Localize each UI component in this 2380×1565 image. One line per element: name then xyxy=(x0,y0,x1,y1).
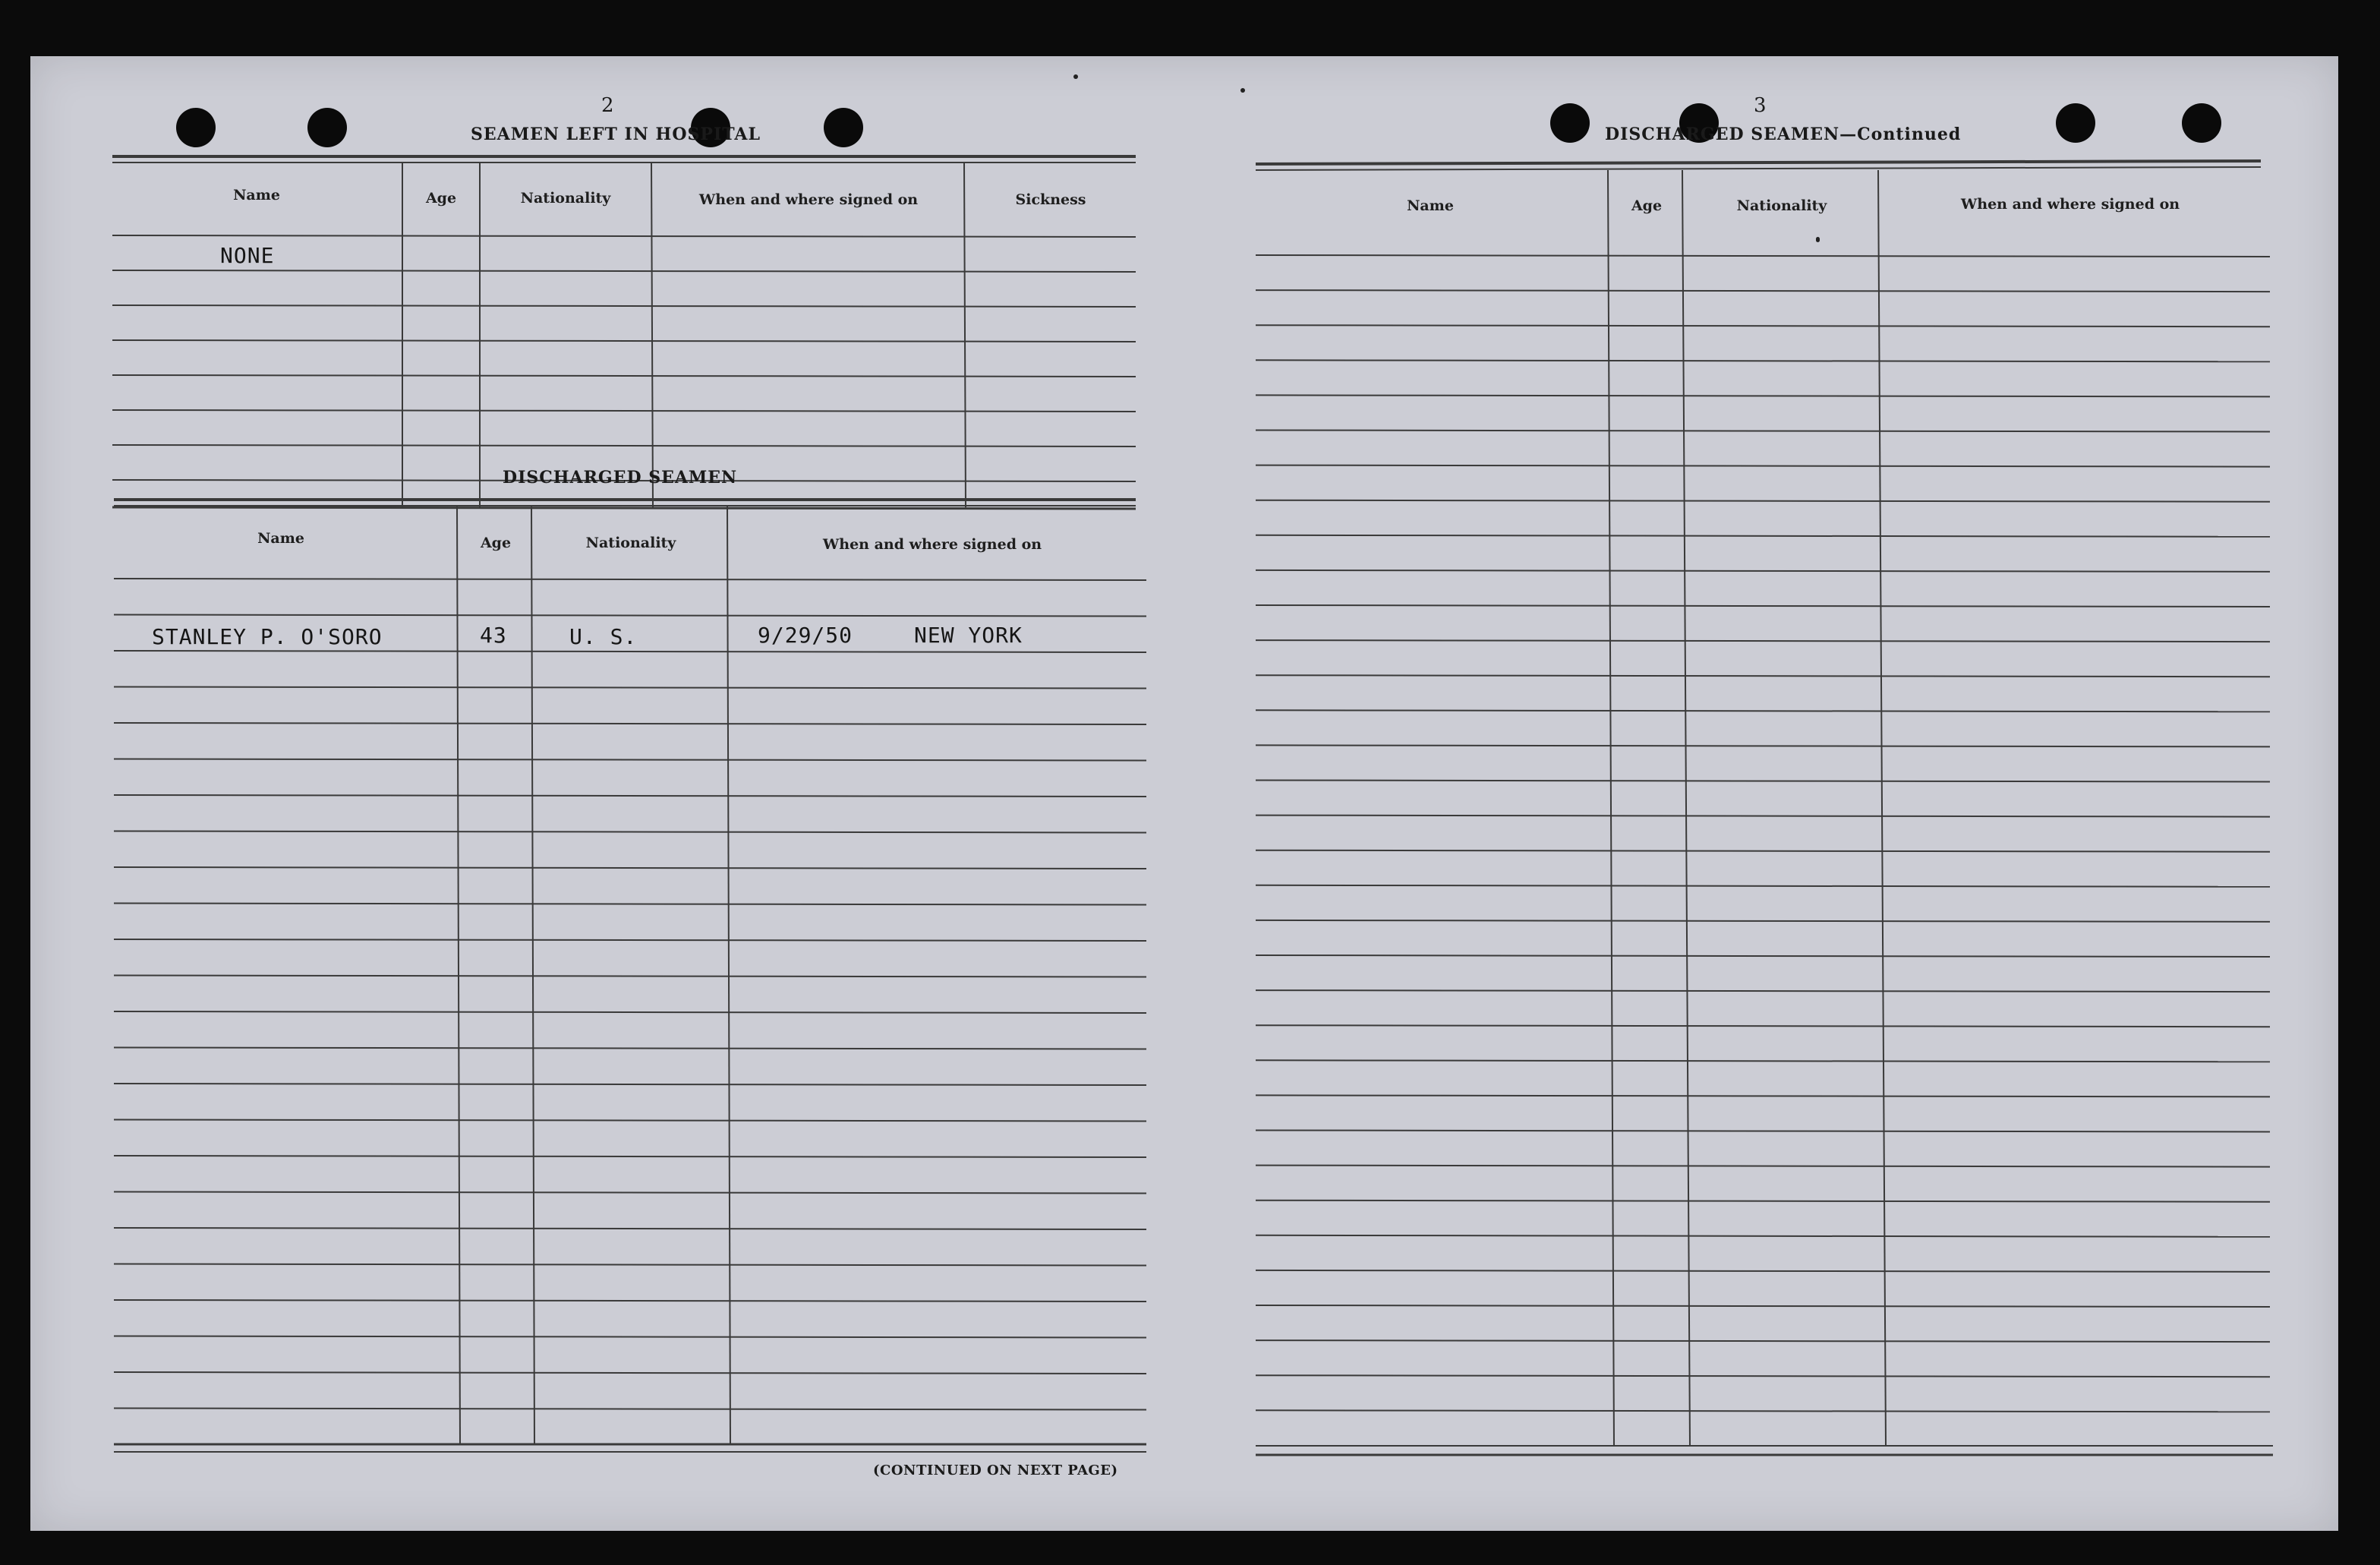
ruled-row-line xyxy=(114,759,1146,761)
left-page-number: 2 xyxy=(601,94,614,117)
discharged-row-date: 9/29/50 xyxy=(758,623,853,648)
ruled-row-line xyxy=(114,1372,1146,1374)
ruled-row-line xyxy=(114,1192,1146,1194)
ruled-row-line xyxy=(1256,290,2270,292)
ruled-row-line xyxy=(114,1336,1146,1338)
ruled-row-line xyxy=(1256,255,2270,257)
punch-hole xyxy=(824,108,863,147)
ruled-row-line xyxy=(1256,955,2270,957)
continued-col-signed-on: When and where signed on xyxy=(1960,196,2180,213)
punch-hole xyxy=(1550,103,1590,143)
ruled-row-line xyxy=(114,579,1146,580)
ink-speck xyxy=(1240,88,1245,93)
ruled-row-line xyxy=(1256,1060,2270,1062)
ruled-row-line xyxy=(114,1300,1146,1302)
discharged-continued-title: DISCHARGED SEAMEN—Continued xyxy=(1605,125,1962,144)
ruled-row-line xyxy=(114,939,1146,941)
ruled-row-line xyxy=(1256,745,2270,746)
discharged-col-signed-on: When and where signed on xyxy=(822,536,1042,553)
ruled-row-line xyxy=(1256,1166,2270,1167)
ruled-row-line xyxy=(1256,431,2270,432)
continued-col-name: Name xyxy=(1407,197,1454,214)
continued-col-nationality: Nationality xyxy=(1736,197,1827,214)
hospital-table-grid xyxy=(112,156,1136,516)
ruled-row-line xyxy=(114,723,1146,724)
continued-note: (CONTINUED ON NEXT PAGE) xyxy=(873,1462,1118,1478)
hospital-table xyxy=(112,156,1136,516)
ruled-row-line xyxy=(114,795,1146,797)
ruled-row-line xyxy=(1256,325,2270,327)
discharged-col-name: Name xyxy=(257,530,304,547)
ruled-row-line xyxy=(1256,1235,2270,1237)
hospital-row-name: NONE xyxy=(220,243,275,268)
ruled-row-line xyxy=(1256,1340,2270,1342)
right-page-number: 3 xyxy=(1754,94,1767,117)
hospital-col-name: Name xyxy=(233,187,280,204)
ruled-row-line xyxy=(1256,675,2270,677)
ruled-row-line xyxy=(114,651,1146,652)
ruled-row-line xyxy=(114,1120,1146,1122)
ruled-row-line xyxy=(114,976,1146,977)
ruled-row-line xyxy=(1256,570,2270,572)
ruled-row-line xyxy=(1256,920,2270,922)
ruled-row-line xyxy=(1256,1375,2270,1377)
discharged-continued-grid xyxy=(1256,164,2311,1508)
ruled-row-line xyxy=(1256,500,2270,502)
ruled-row-line xyxy=(1256,1201,2270,1202)
ink-speck xyxy=(1816,237,1820,242)
ruled-row-line xyxy=(1256,465,2270,467)
ruled-row-line xyxy=(1256,1305,2270,1307)
ruled-row-line xyxy=(1256,816,2270,817)
ruled-row-line xyxy=(1256,1095,2270,1096)
punch-hole xyxy=(2056,103,2095,143)
hospital-col-signed-on: When and where signed on xyxy=(698,191,919,208)
ruled-row-line xyxy=(114,1228,1146,1229)
ruled-row-line xyxy=(114,1011,1146,1013)
ruled-row-line xyxy=(114,1409,1146,1410)
hospital-col-nationality: Nationality xyxy=(520,190,611,207)
discharged-continued-table xyxy=(1256,164,2311,1508)
ruled-row-line xyxy=(114,1084,1146,1085)
ruled-row-line xyxy=(1256,1025,2270,1027)
discharged-row-age: 43 xyxy=(480,623,507,648)
ruled-row-line xyxy=(1256,360,2270,361)
discharged-row-nationality: U. S. xyxy=(569,624,638,649)
ruled-row-line xyxy=(1256,535,2270,537)
ruled-row-line xyxy=(1256,605,2270,607)
punch-hole xyxy=(2182,103,2221,143)
discharged-table xyxy=(114,500,1146,1458)
ruled-row-line xyxy=(1256,1270,2270,1272)
continued-col-age: Age xyxy=(1631,197,1663,214)
ruled-row-line xyxy=(1256,850,2270,852)
hospital-section-title: SEAMEN LEFT IN HOSPITAL xyxy=(471,125,761,144)
ruled-row-line xyxy=(1256,640,2270,642)
hospital-col-age: Age xyxy=(425,190,457,207)
discharged-col-nationality: Nationality xyxy=(585,535,676,551)
ruled-row-line xyxy=(114,687,1146,689)
discharged-row-name: STANLEY P. O'SORO xyxy=(152,624,383,649)
ruled-row-line xyxy=(114,867,1146,869)
document-sheet xyxy=(30,56,2338,1531)
ruled-row-line xyxy=(114,1048,1146,1049)
punch-hole xyxy=(176,108,216,147)
ruled-row-line xyxy=(1256,990,2270,992)
hospital-col-sickness: Sickness xyxy=(1015,191,1086,208)
ruled-row-line xyxy=(114,904,1146,905)
discharged-row-place: NEW YORK xyxy=(914,623,1023,648)
ruled-row-line xyxy=(1256,395,2270,396)
ruled-row-line xyxy=(114,1264,1146,1266)
discharged-section-title: DISCHARGED SEAMEN xyxy=(503,468,738,487)
ruled-row-line xyxy=(1256,885,2270,887)
ruled-row-line xyxy=(1256,781,2270,782)
ruled-row-line xyxy=(114,1156,1146,1157)
ruled-row-line xyxy=(1256,1131,2270,1132)
ink-speck xyxy=(1073,74,1078,79)
ruled-row-line xyxy=(114,831,1146,833)
ruled-row-line xyxy=(1256,710,2270,712)
ruled-row-line xyxy=(114,615,1146,617)
ruled-row-line xyxy=(1256,1410,2270,1412)
punch-hole xyxy=(307,108,347,147)
discharged-col-age: Age xyxy=(480,535,512,551)
